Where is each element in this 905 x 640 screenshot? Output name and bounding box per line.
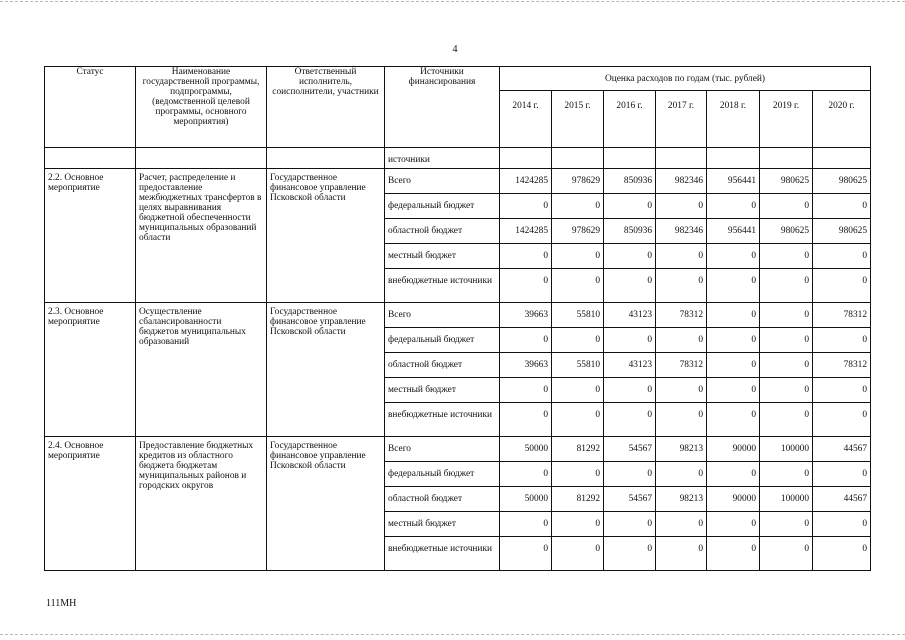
value-cell: 0	[813, 194, 871, 219]
cell-empty	[552, 148, 604, 169]
page-number: 4	[452, 44, 458, 55]
value-cell: 0	[552, 512, 604, 537]
cell-empty	[500, 148, 552, 169]
source-cell: областной бюджет	[385, 219, 500, 244]
activity-row	[45, 303, 871, 328]
value-cell: 0	[604, 537, 656, 571]
value-cell: 0	[604, 378, 656, 403]
value-cell: 39663	[500, 303, 552, 328]
value-cell: 0	[604, 194, 656, 219]
value-cell: 44567	[813, 487, 871, 512]
source-cell: внебюджетные источники	[385, 269, 500, 303]
value-cell: 0	[552, 462, 604, 487]
source-cell: источники	[385, 148, 500, 169]
value-cell: 0	[760, 194, 813, 219]
value-cell: 0	[760, 328, 813, 353]
source-cell: внебюджетные источники	[385, 403, 500, 437]
cell-empty	[45, 148, 136, 169]
value-cell: 0	[500, 328, 552, 353]
value-cell: 0	[707, 194, 760, 219]
value-cell: 0	[707, 353, 760, 378]
value-cell: 0	[760, 378, 813, 403]
value-cell: 78312	[813, 303, 871, 328]
value-cell: 54567	[604, 437, 656, 462]
value-cell: 0	[500, 244, 552, 269]
budget-table	[44, 66, 871, 571]
header-estimate: Оценка расходов по годам (тыс. рублей)	[500, 67, 871, 91]
value-cell: 0	[500, 537, 552, 571]
value-cell: 0	[707, 537, 760, 571]
value-cell: 956441	[707, 219, 760, 244]
value-cell: 0	[552, 244, 604, 269]
value-cell: 0	[500, 403, 552, 437]
source-cell: областной бюджет	[385, 487, 500, 512]
value-cell: 0	[760, 462, 813, 487]
value-cell: 980625	[813, 169, 871, 194]
value-cell: 978629	[552, 169, 604, 194]
header-sources: Источники финансирования	[385, 67, 500, 148]
source-cell: местный бюджет	[385, 378, 500, 403]
value-cell: 100000	[760, 437, 813, 462]
value-cell: 0	[707, 269, 760, 303]
value-cell: 0	[552, 269, 604, 303]
value-cell: 0	[656, 403, 707, 437]
source-cell: Всего	[385, 169, 500, 194]
value-cell: 0	[707, 303, 760, 328]
value-cell: 0	[500, 462, 552, 487]
value-cell: 980625	[760, 169, 813, 194]
source-cell: местный бюджет	[385, 244, 500, 269]
source-cell: внебюджетные источники	[385, 537, 500, 571]
value-cell: 978629	[552, 219, 604, 244]
value-cell: 0	[604, 244, 656, 269]
value-cell: 0	[656, 537, 707, 571]
value-cell: 98213	[656, 487, 707, 512]
value-cell: 956441	[707, 169, 760, 194]
activity-row	[45, 437, 871, 462]
value-cell: 1424285	[500, 169, 552, 194]
header-year: 2014 г.	[500, 91, 552, 148]
value-cell: 980625	[760, 219, 813, 244]
value-cell: 78312	[656, 303, 707, 328]
activity-executor: Государственное финансовое управление Псковской области	[267, 169, 385, 303]
value-cell: 0	[604, 269, 656, 303]
value-cell: 982346	[656, 169, 707, 194]
value-cell: 0	[552, 403, 604, 437]
value-cell: 0	[760, 403, 813, 437]
value-cell: 850936	[604, 219, 656, 244]
continuation-row	[45, 148, 871, 169]
cell-empty	[604, 148, 656, 169]
cell-empty	[267, 148, 385, 169]
header-year: 2018 г.	[707, 91, 760, 148]
value-cell: 78312	[813, 353, 871, 378]
value-cell: 81292	[552, 437, 604, 462]
value-cell: 0	[552, 194, 604, 219]
header-year: 2016 г.	[604, 91, 656, 148]
header-name: Наименование государственной программы, подпрограммы, (ведомственной целевой программы, основного мероприятия)	[136, 67, 267, 148]
value-cell: 0	[656, 512, 707, 537]
activity-status: 2.3. Основное мероприятие	[45, 303, 136, 437]
source-cell: Всего	[385, 437, 500, 462]
activity-executor: Государственное финансовое управление Псковской области	[267, 303, 385, 437]
activity-name: Предоставление бюджетных кредитов из областного бюджета бюджетам муниципальных районов и городских округов	[136, 437, 267, 571]
value-cell: 44567	[813, 437, 871, 462]
value-cell: 39663	[500, 353, 552, 378]
value-cell: 81292	[552, 487, 604, 512]
value-cell: 0	[760, 303, 813, 328]
value-cell: 0	[760, 512, 813, 537]
value-cell: 54567	[604, 487, 656, 512]
header-year: 2015 г.	[552, 91, 604, 148]
value-cell: 0	[760, 353, 813, 378]
value-cell: 98213	[656, 437, 707, 462]
value-cell: 0	[656, 462, 707, 487]
value-cell: 0	[552, 328, 604, 353]
value-cell: 90000	[707, 437, 760, 462]
cell-empty	[656, 148, 707, 169]
value-cell: 0	[656, 378, 707, 403]
value-cell: 0	[813, 403, 871, 437]
value-cell: 0	[813, 244, 871, 269]
value-cell: 0	[760, 269, 813, 303]
value-cell: 0	[552, 378, 604, 403]
value-cell: 0	[707, 244, 760, 269]
scan-edge-top	[0, 1, 905, 2]
activity-row	[45, 169, 871, 194]
scan-edge-bottom	[0, 634, 905, 635]
value-cell: 982346	[656, 219, 707, 244]
cell-empty	[813, 148, 871, 169]
value-cell: 0	[813, 328, 871, 353]
value-cell: 0	[500, 269, 552, 303]
value-cell: 0	[707, 403, 760, 437]
header-year: 2020 г.	[813, 91, 871, 148]
value-cell: 850936	[604, 169, 656, 194]
activity-executor: Государственное финансовое управление Псковской области	[267, 437, 385, 571]
value-cell: 1424285	[500, 219, 552, 244]
value-cell: 0	[604, 462, 656, 487]
source-cell: местный бюджет	[385, 512, 500, 537]
value-cell: 0	[760, 244, 813, 269]
activity-name: Осуществление сбалансированности бюджетов муниципальных образований	[136, 303, 267, 437]
header-year: 2017 г.	[656, 91, 707, 148]
value-cell: 0	[707, 328, 760, 353]
value-cell: 100000	[760, 487, 813, 512]
value-cell: 0	[707, 512, 760, 537]
activity-name: Расчет, распределение и предоставление межбюджетных трансфертов в целях выравнивания бюджетной обеспеченности муниципальных образований области	[136, 169, 267, 303]
cell-empty	[760, 148, 813, 169]
footer-code: 111МН	[46, 598, 77, 609]
header-executor: Ответственный исполнитель, соисполнители, участники	[267, 67, 385, 148]
value-cell: 0	[813, 269, 871, 303]
source-cell: федеральный бюджет	[385, 328, 500, 353]
value-cell: 0	[500, 378, 552, 403]
value-cell: 0	[707, 462, 760, 487]
value-cell: 50000	[500, 487, 552, 512]
cell-empty	[136, 148, 267, 169]
source-cell: федеральный бюджет	[385, 462, 500, 487]
value-cell: 0	[656, 328, 707, 353]
value-cell: 0	[813, 537, 871, 571]
header-status: Статус	[45, 67, 136, 148]
value-cell: 0	[604, 403, 656, 437]
value-cell: 43123	[604, 303, 656, 328]
activity-status: 2.4. Основное мероприятие	[45, 437, 136, 571]
value-cell: 43123	[604, 353, 656, 378]
value-cell: 50000	[500, 437, 552, 462]
header-year: 2019 г.	[760, 91, 813, 148]
source-cell: федеральный бюджет	[385, 194, 500, 219]
value-cell: 90000	[707, 487, 760, 512]
source-cell: Всего	[385, 303, 500, 328]
value-cell: 0	[707, 378, 760, 403]
value-cell: 0	[500, 194, 552, 219]
value-cell: 0	[813, 462, 871, 487]
value-cell: 0	[604, 328, 656, 353]
activity-status: 2.2. Основное мероприятие	[45, 169, 136, 303]
value-cell: 0	[604, 512, 656, 537]
value-cell: 0	[656, 244, 707, 269]
value-cell: 0	[760, 537, 813, 571]
value-cell: 0	[552, 537, 604, 571]
source-cell: областной бюджет	[385, 353, 500, 378]
value-cell: 0	[656, 269, 707, 303]
value-cell: 78312	[656, 353, 707, 378]
value-cell: 55810	[552, 353, 604, 378]
value-cell: 55810	[552, 303, 604, 328]
cell-empty	[707, 148, 760, 169]
value-cell: 0	[813, 512, 871, 537]
value-cell: 0	[500, 512, 552, 537]
header-row	[45, 67, 871, 91]
value-cell: 980625	[813, 219, 871, 244]
value-cell: 0	[813, 378, 871, 403]
value-cell: 0	[656, 194, 707, 219]
